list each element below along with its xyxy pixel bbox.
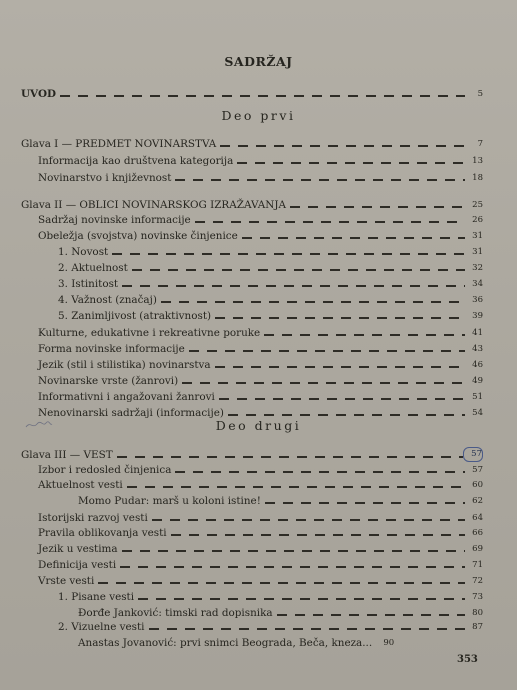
toc-entry <box>78 607 483 620</box>
toc-entry <box>38 575 483 588</box>
dot-leader <box>122 285 465 287</box>
toc-page: 72 <box>472 576 483 586</box>
contents-title: SADRŽAJ <box>224 54 293 69</box>
dot-leader <box>215 366 465 368</box>
dot-leader <box>195 221 465 223</box>
dot-leader <box>112 253 465 255</box>
toc-entry <box>38 464 483 477</box>
toc-label: Sadržaj novinske informacije <box>38 214 191 226</box>
dot-leader <box>219 398 465 400</box>
toc-entry <box>21 447 483 462</box>
toc-label: Obeležja (svojstva) novinske činjenice <box>38 230 238 242</box>
toc-label: Novinarske vrste (žanrovi) <box>38 375 179 387</box>
dot-leader <box>290 206 465 208</box>
dot-leader <box>161 301 465 303</box>
toc-entry <box>58 278 483 291</box>
toc-entry <box>38 391 483 404</box>
toc-entry <box>58 591 483 604</box>
dot-leader <box>175 471 465 473</box>
toc-label: Izbor i redosled činjenica <box>38 464 172 476</box>
dot-leader <box>120 566 465 568</box>
dot-leader <box>171 534 465 536</box>
section-heading-part2: Deo drugi <box>215 418 302 433</box>
toc-label: Glava II — OBLICI NOVINARSKOG IZRAŽAVANJA <box>21 199 287 211</box>
toc-page: 80 <box>472 608 483 618</box>
toc-page: 69 <box>472 544 483 554</box>
dot-leader <box>237 162 465 164</box>
toc-entry <box>38 359 483 372</box>
toc-label: Jezik (stil i stilistika) novinarstva <box>38 359 211 371</box>
toc-label: Glava III — VEST <box>21 449 113 461</box>
toc-page: 43 <box>472 344 483 354</box>
toc-page: 90 <box>383 638 395 648</box>
toc-label: Istorijski razvoj vesti <box>38 512 148 524</box>
toc-page: 87 <box>472 622 483 632</box>
toc-page: 49 <box>472 376 483 386</box>
toc-page: 73 <box>472 592 483 602</box>
toc-page: 46 <box>472 360 483 370</box>
toc-entry <box>38 172 483 185</box>
toc-entry <box>21 88 483 101</box>
toc-entry <box>38 527 483 540</box>
toc-label: Đorđe Janković: timski rad dopisnika <box>78 607 273 619</box>
toc-entry <box>58 310 483 323</box>
page-number: 353 <box>457 654 478 665</box>
toc-page: 26 <box>472 215 483 225</box>
toc-label: Momo Pudar: marš u koloni istine! <box>78 495 261 507</box>
toc-entry <box>58 294 483 307</box>
toc-entry <box>78 637 483 650</box>
toc-page: 51 <box>472 392 483 402</box>
dot-leader <box>127 486 465 488</box>
dot-leader <box>138 598 465 600</box>
toc-entry <box>38 559 483 572</box>
toc-entry <box>38 543 483 556</box>
dot-leader <box>175 179 465 181</box>
toc-label: 1. Novost <box>58 246 109 258</box>
toc-page: 64 <box>472 513 483 523</box>
dot-leader <box>242 237 465 239</box>
toc-entry <box>58 621 483 634</box>
dot-leader <box>220 145 465 147</box>
toc-page: 36 <box>472 295 483 305</box>
toc-label: 5. Zanimljivost (atraktivnost) <box>58 310 212 322</box>
toc-page: 34 <box>472 279 483 289</box>
toc-page: 54 <box>472 408 483 418</box>
toc-page: 41 <box>472 328 483 338</box>
toc-entry <box>38 479 483 492</box>
toc-label: Definicija vesti <box>38 559 117 571</box>
toc-entry <box>38 343 483 356</box>
toc-label: Aktuelnost vesti <box>38 479 123 491</box>
toc-label: 2. Aktuelnost <box>58 262 128 274</box>
toc-label: 3. Istinitost <box>58 278 119 290</box>
toc-page: 25 <box>472 200 483 210</box>
toc-label: Anastas Jovanović: prvi snimci Beograda, Beča, kneza... <box>78 637 373 649</box>
dot-leader <box>277 614 465 616</box>
toc-entry <box>58 246 483 259</box>
dot-leader <box>152 519 465 521</box>
dot-leader <box>149 628 466 630</box>
toc-page: 60 <box>472 480 483 490</box>
toc-label: Glava I — PREDMET NOVINARSTVA <box>21 138 217 150</box>
toc-page: 32 <box>472 263 483 273</box>
toc-entry <box>38 155 483 168</box>
toc-entry <box>38 214 483 227</box>
toc-page: 31 <box>472 231 483 241</box>
toc-entry <box>38 327 483 340</box>
toc-entry <box>58 262 483 275</box>
toc-page: 62 <box>472 496 483 506</box>
dot-leader <box>98 582 465 584</box>
toc-label: 2. Vizuelne vesti <box>58 621 145 633</box>
toc-entry <box>78 495 483 508</box>
toc-label: Vrste vesti <box>38 575 95 587</box>
section-heading-part1: Deo prvi <box>221 108 296 123</box>
toc-label: Forma novinske informacije <box>38 343 185 355</box>
toc-entry <box>38 230 483 243</box>
dot-leader <box>215 317 465 319</box>
dot-leader <box>265 502 465 504</box>
dot-leader <box>228 414 465 416</box>
toc-label: Informativni i angažovani žanrovi <box>38 391 215 403</box>
toc-label: Novinarstvo i književnost <box>38 172 172 184</box>
toc-label: Jezik u vestima <box>38 543 118 555</box>
dot-leader <box>132 269 465 271</box>
dot-leader <box>264 334 465 336</box>
toc-page: 39 <box>472 311 483 321</box>
toc-entry <box>38 375 483 388</box>
toc-label: Informacija kao društvena kategorija <box>38 155 234 167</box>
toc-page: 57 <box>463 447 483 462</box>
toc-page: 7 <box>477 139 483 149</box>
toc-page: 13 <box>472 156 483 166</box>
toc-page: 18 <box>472 173 483 183</box>
toc-label: Pravila oblikovanja vesti <box>38 527 167 539</box>
dot-leader <box>189 350 465 352</box>
dot-leader <box>122 550 465 552</box>
dot-leader <box>182 382 465 384</box>
toc-label: Kulturne, edukativne i rekreativne poruke <box>38 327 261 339</box>
toc-page: 31 <box>472 247 483 257</box>
toc-entry <box>38 512 483 525</box>
toc-page: 66 <box>472 528 483 538</box>
toc-label: 1. Pisane vesti <box>58 591 135 603</box>
toc-page: 5 <box>477 89 483 99</box>
toc-entry <box>21 138 483 151</box>
toc-page: 71 <box>472 560 483 570</box>
toc-entry <box>21 199 483 212</box>
toc-label: 4. Važnost (značaj) <box>58 294 157 306</box>
toc-label: Nenovinarski sadržaji (informacije) <box>38 407 224 419</box>
dot-leader <box>117 456 463 458</box>
toc-page: 57 <box>472 465 483 475</box>
dot-leader <box>60 95 465 97</box>
toc-label: UVOD <box>21 88 57 100</box>
